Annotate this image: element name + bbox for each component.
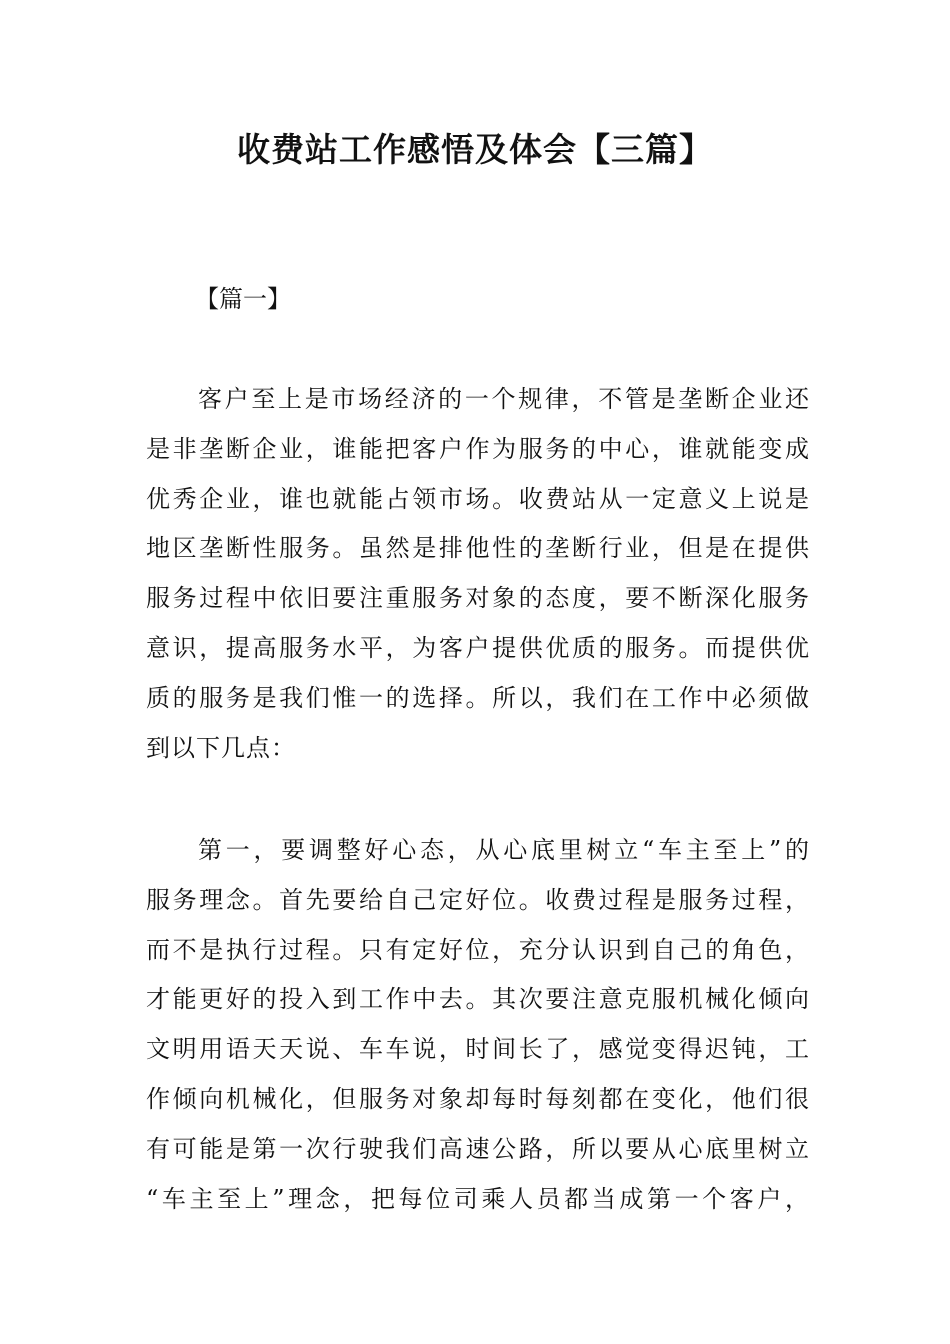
document-title: 收费站工作感悟及体会【三篇】 [237,130,713,169]
paragraph-line: 地区垄断性服务。虽然是排他性的垄断行业，但是在提供 [146,534,810,563]
paragraph-line: 意识，提高服务水平，为客户提供优质的服务。而提供优 [146,633,810,662]
section-heading: 【篇一】 [195,285,291,313]
paragraph-line: 第一，要调整好心态，从心底里树立“车主至上”的 [198,836,810,864]
paragraph-line: 是非垄断企业，谁能把客户作为服务的中心，谁就能变成 [146,434,810,463]
paragraph-2 [146,826,810,1224]
paragraph-line: 才能更好的投入到工作中去。其次要注意克服机械化倾向 [146,985,810,1014]
paragraph-line: 而不是执行过程。只有定好位，充分认识到自己的角色， [146,935,810,964]
paragraph-1 [146,375,810,773]
paragraph-line: 服务理念。首先要给自己定好位。收费过程是服务过程， [146,885,810,914]
paragraph-line: 服务过程中依旧要注重服务对象的态度，要不断深化服务 [146,584,810,613]
paragraph-line: 优秀企业，谁也就能占领市场。收费站从一定意义上说是 [146,484,810,513]
paragraph-line: 客户至上是市场经济的一个规律，不管是垄断企业还 [198,385,810,413]
paragraph-line: 到以下几点： [146,733,296,762]
paragraph-line: 作倾向机械化，但服务对象却每时每刻都在变化，他们很 [146,1084,810,1113]
paragraph-line: “车主至上”理念，把每位司乘人员都当成第一个客户， [146,1184,810,1213]
paragraph-line: 文明用语天天说、车车说，时间长了，感觉变得迟钝，工 [146,1035,810,1064]
paragraph-line: 有可能是第一次行驶我们高速公路，所以要从心底里树立 [146,1134,810,1163]
paragraph-line: 质的服务是我们惟一的选择。所以，我们在工作中必须做 [146,683,810,712]
